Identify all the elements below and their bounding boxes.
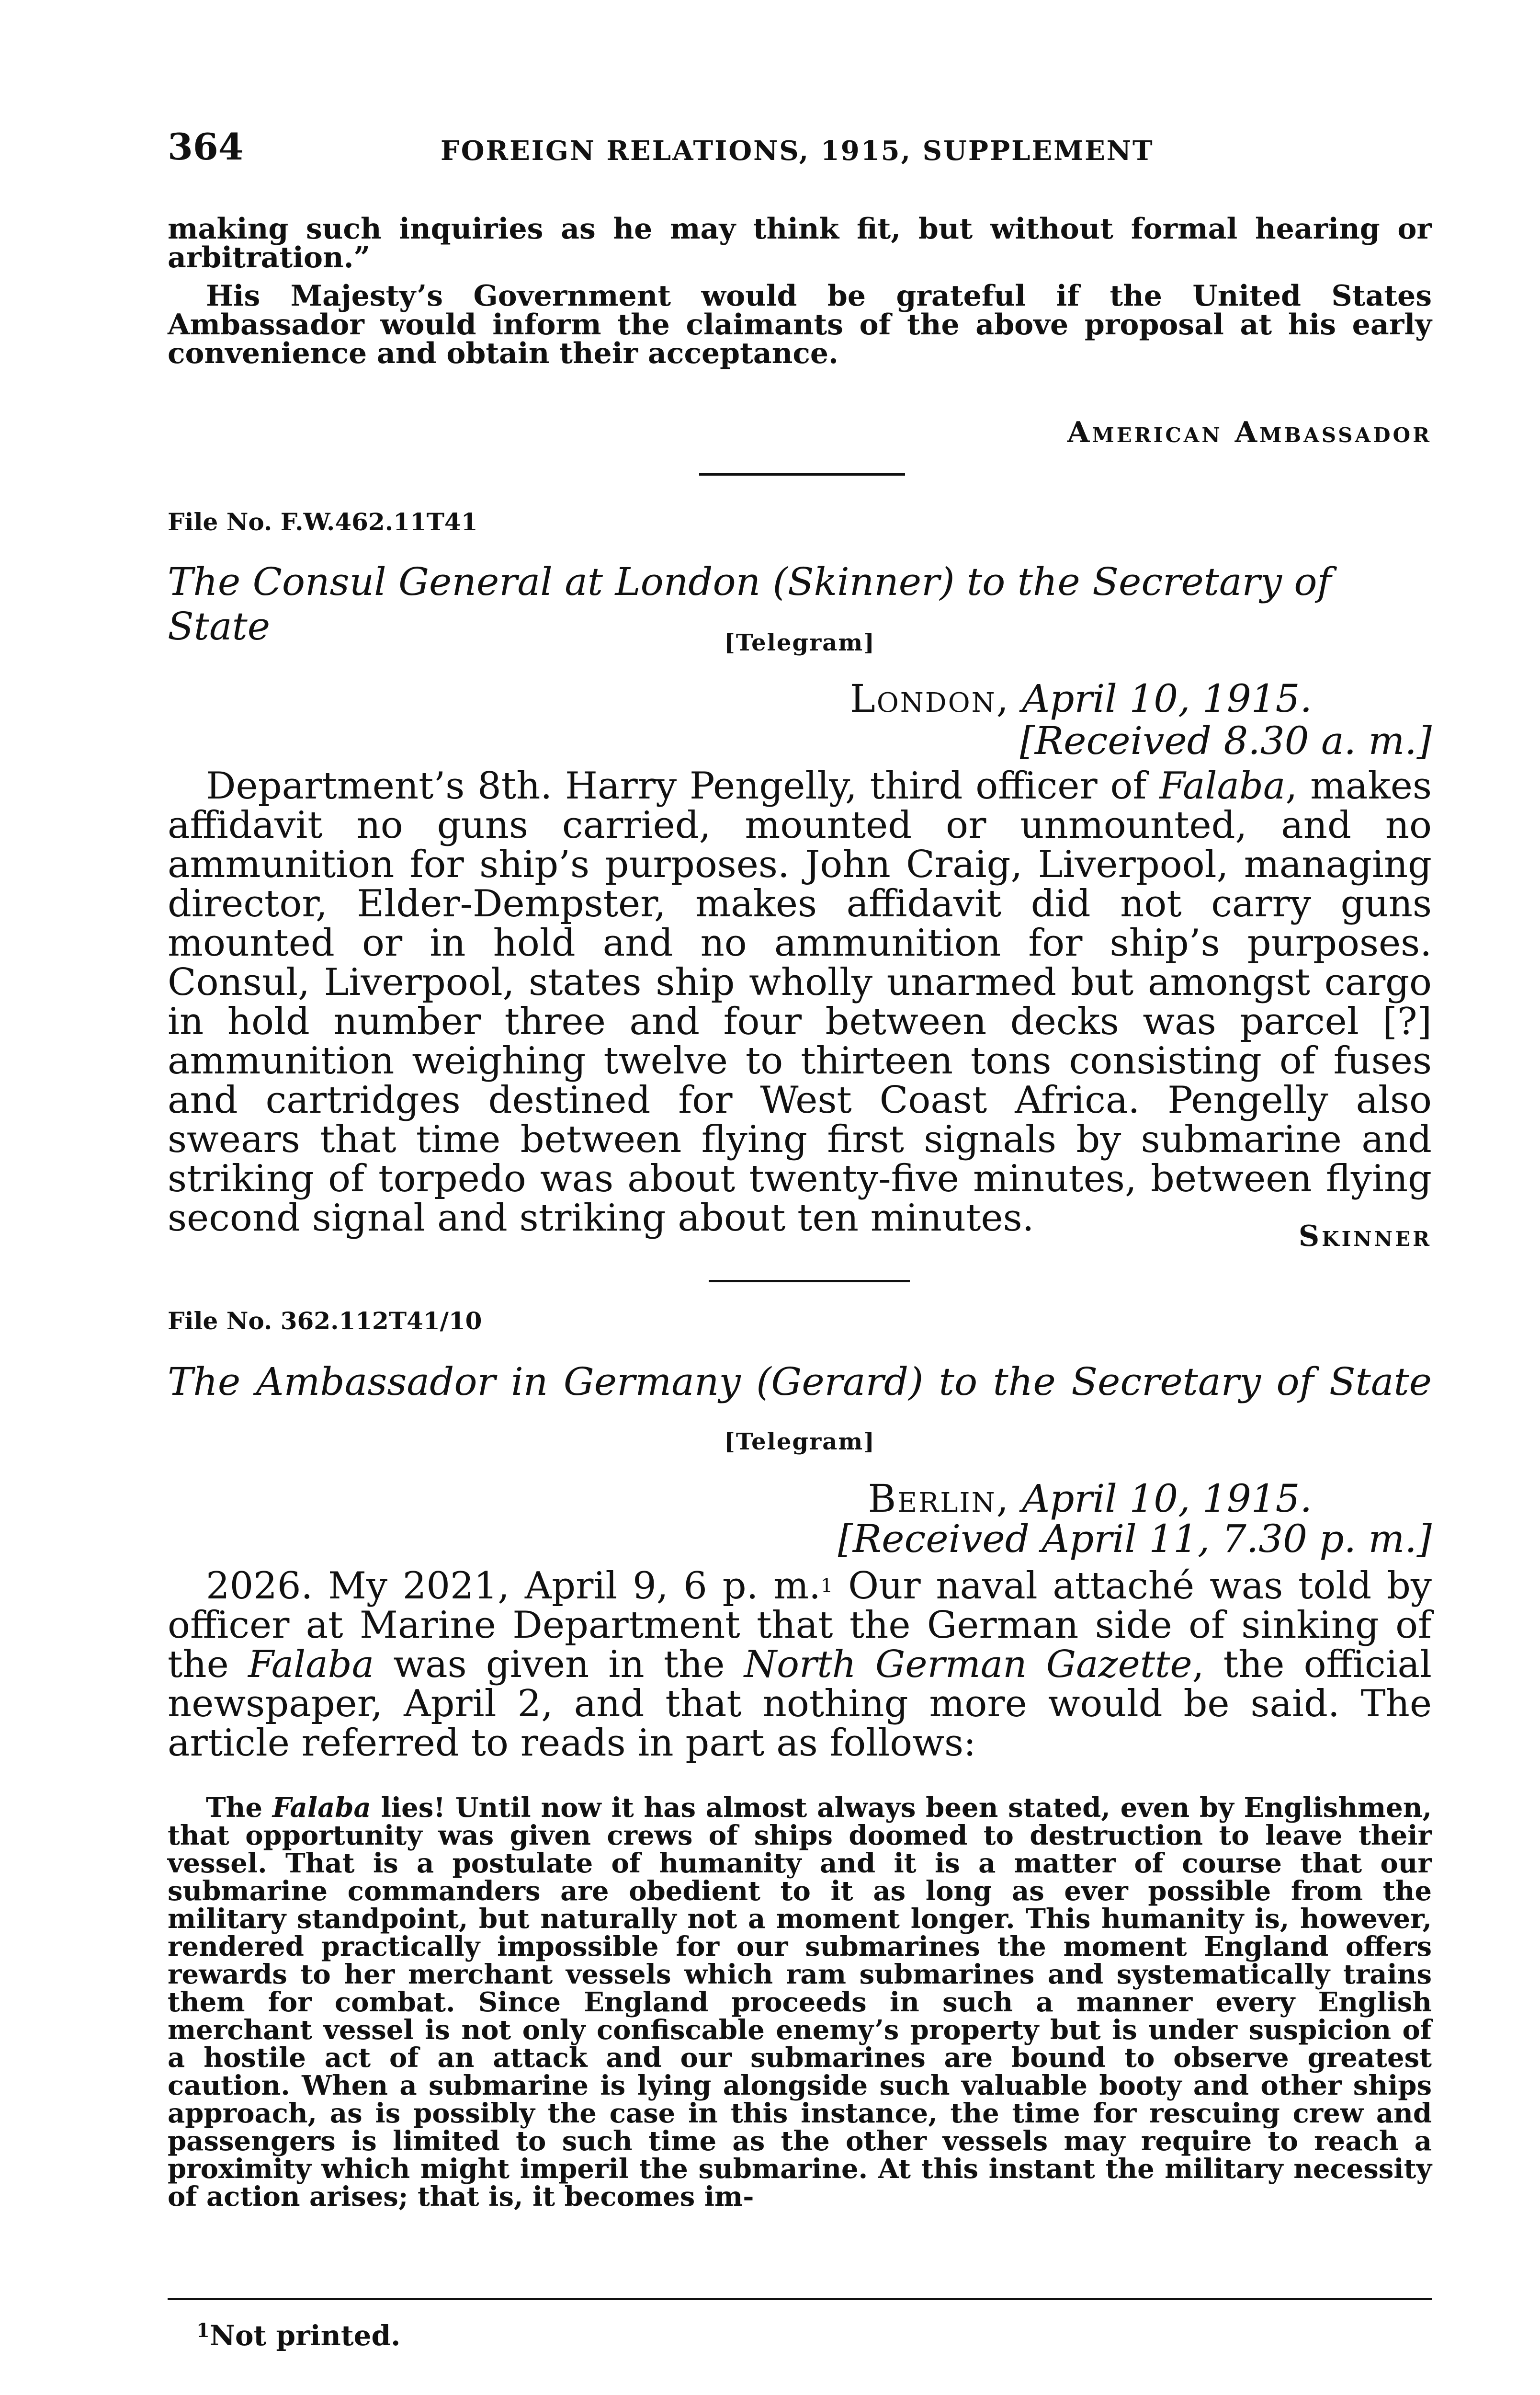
doc2-body-part-4: , the official newspaper, April 2, and that nothing more would be said. The article referred to reads in part as follows: xyxy=(168,1643,1432,1765)
doc1-date: April 10, 1915. xyxy=(1022,676,1312,721)
running-head: FOREIGN RELATIONS, 1915, SUPPLEMENT xyxy=(441,135,1154,167)
doc2-body-part-3: was given in the xyxy=(374,1643,744,1686)
doc2-dateline xyxy=(868,1476,1312,1521)
continuation-paragraph: His Majesty’s Government would be grateful if the United States Ambassador would inform the claimants of the above proposal at his early convenience and obtain their acceptance. xyxy=(168,279,1432,370)
section-divider xyxy=(699,473,905,476)
footnote xyxy=(196,2319,400,2352)
doc1-title-name: Skinner xyxy=(787,559,940,604)
doc1-received: [Received 8.30 a. m.] xyxy=(1019,718,1432,763)
doc2-title xyxy=(168,1359,1432,1404)
continuation-signature: American Ambassador xyxy=(1067,416,1432,449)
quote-part-2: lies! Until now it has almost always been stated, even by Englishmen, that opportunity was given crews of ships doomed to destruction to leave their vessel. That is a postulate of humanity and it is a matter of course that our submarine commanders are obedient to it as long as ever possible from the military standpoint, but naturally not a moment longer. This humanity is, however, rendered practically impossible for our submarines the moment England offers rewards to her merchant vessels which ram submarines and systematically trains them for combat. Since England proceeds in such a manner every English merchant vessel is not only confiscable enemy’s property but is under suspicion of a hostile act of an attack and our submarines are bound to observe greatest caution. When a submarine is lying alongside such valuable booty and other ships approach, as is possibly the case in this instance, the time for rescuing crew and passengers is limited to such time as the other vessels may require to reach a proximity which might imperil the submarine. At this instant the military necessity of action arises; that is, it becomes im- xyxy=(168,1792,1432,2213)
doc2-title-suffix: ) to the Secretary of State xyxy=(908,1359,1432,1404)
doc2-body-part-1: 2026. My 2021, April 9, 6 p. m. xyxy=(206,1564,821,1608)
doc2-ship-name: Falaba xyxy=(248,1643,374,1686)
doc2-title-prefix: The Ambassador in Germany ( xyxy=(168,1359,771,1404)
doc2-title-name: Gerard xyxy=(771,1359,909,1404)
quote-part-1: The xyxy=(206,1792,272,1824)
section-divider xyxy=(709,1280,910,1282)
doc1-body-part-2: , makes affidavit no guns carried, mounted or unmounted, and no ammunition for ship’s purposes. John Craig, Liverpool, managing director, Elder-Dempster, makes affidavit did not carry guns mounted or in hold and no ammunition for ship’s purposes. Consul, Liverpool, states ship wholly unarmed but amongst cargo in hold number three and four between decks was parcel [?] ammunition weighing twelve to thirteen tons consisting of fuses and cartridges destined for West Coast Africa. Pengelly also swears that time between flying first signals by submarine and striking of torpedo was about twenty-five minutes, between flying second signal and striking about ten minutes. xyxy=(168,764,1432,1240)
footnote-mark: 1 xyxy=(196,2319,210,2342)
doc1-ship-name: Falaba xyxy=(1159,764,1286,808)
doc2-file-number: File No. 362.112T41/10 xyxy=(168,1307,482,1335)
doc1-telegram-label: [Telegram] xyxy=(724,629,875,656)
page-header xyxy=(168,125,1432,169)
doc2-footnote-ref: 1 xyxy=(820,1575,833,1597)
doc2-city: Berlin, xyxy=(868,1476,1010,1521)
doc1-title-suffix: ) to the Secretary of State xyxy=(168,559,1332,649)
doc2-date: April 10, 1915. xyxy=(1022,1476,1312,1521)
doc2-telegram-label: [Telegram] xyxy=(724,1428,875,1455)
doc2-quoted-article xyxy=(168,1794,1432,2211)
doc2-body-part-2: Our naval attaché was told by officer at Marine Department that the German side of sinking of the xyxy=(168,1564,1432,1686)
quote-ship-name: Falaba xyxy=(272,1792,371,1824)
doc1-title-prefix: The Consul General at London ( xyxy=(168,559,788,604)
doc1-dateline xyxy=(850,676,1312,721)
doc1-file-number: File No. F.W.462.11T41 xyxy=(168,508,478,536)
footnote-rule xyxy=(168,2298,1432,2300)
continuation-line: making such inquiries as he may think fit, but without formal hearing or arbitration.” xyxy=(168,212,1432,274)
doc2-newspaper-name: North German Gazette xyxy=(744,1643,1192,1686)
doc1-body-part-1: Department’s 8th. Harry Pengelly, third officer of xyxy=(206,764,1160,808)
doc1-city: London, xyxy=(849,676,1010,721)
doc2-received: [Received April 11, 7.30 p. m.] xyxy=(838,1517,1432,1561)
doc2-body xyxy=(168,1566,1432,1763)
footnote-text: Not printed. xyxy=(209,2319,401,2352)
page-number: 364 xyxy=(168,125,244,168)
doc1-signature: Skinner xyxy=(1298,1220,1432,1253)
doc1-body xyxy=(168,766,1432,1238)
